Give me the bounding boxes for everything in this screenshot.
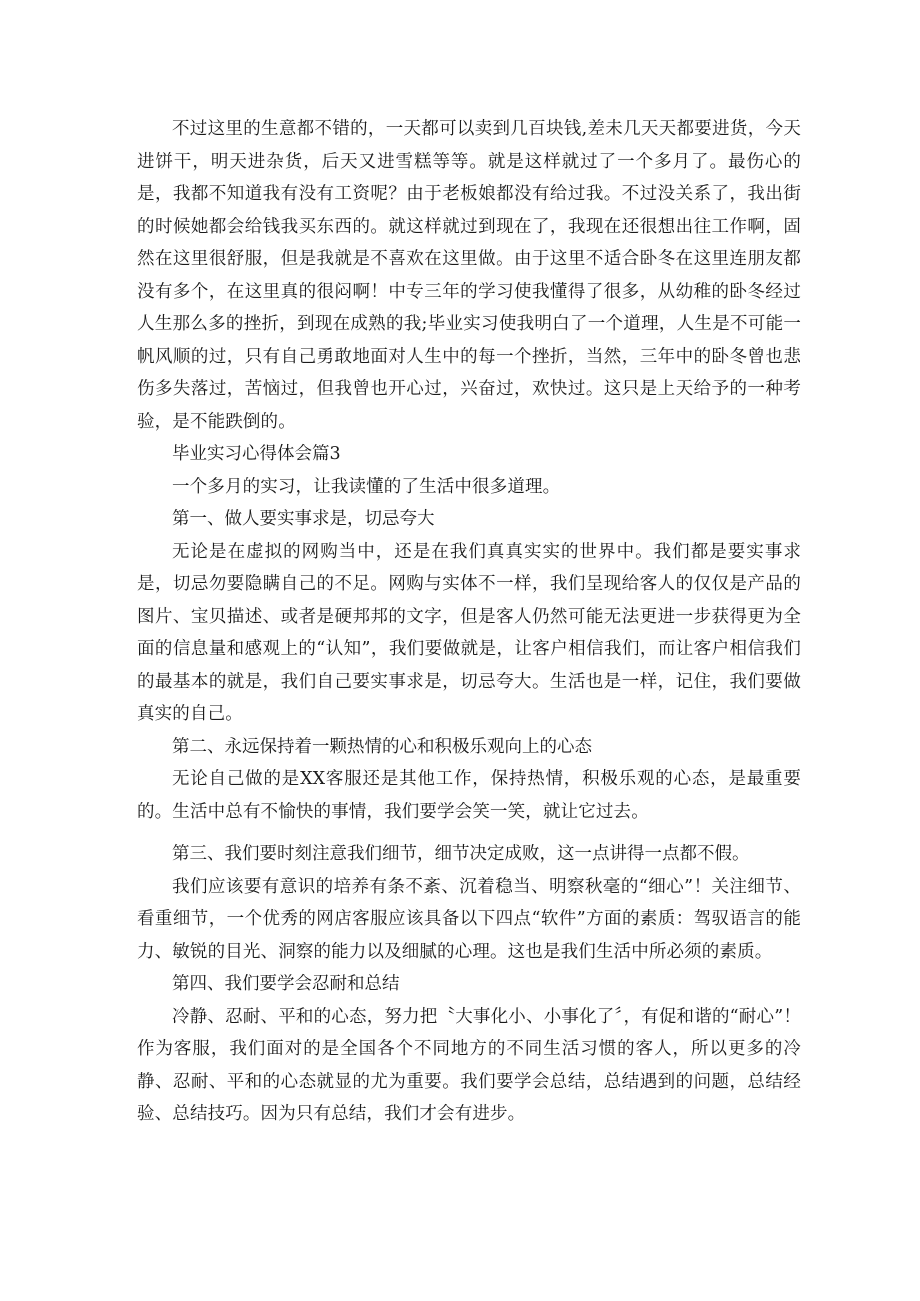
- section-heading: 第一、做人要实事求是，切忌夸大: [172, 509, 435, 529]
- body-paragraph: 不过这里的生意都不错的，一天都可以卖到几百块钱,差未几天天都要进货，今天进饼干，明天进杂货，后天又进雪糕等等。就是这样就过了一个多月了。最伤心的是，我都不知道我有没有工资呢？由于老板娘都没有给过我。不过没关系了，我出街的时候她都会给钱我买东西的。就这样就过到现在了，我现在还很想出往工作啊，固然在这里很舒服，但是我就是不喜欢在这里做。由于这里不适合卧冬在这里连朋友都没有多个，在这里真的很闷啊！中专三年的学习使我懂得了很多，从幼稚的卧冬经过人生那么多的挫折，到现在成熟的我;毕业实习使我明白了一个道理，人生是不可能一帆风顺的过，只有自己勇敢地面对人生中的每一个挫折，当然，三年中的卧冬曾也悲伤多失落过，苦恼过，但我曾也开心过，兴奋过，欢快过。这只是上天给予的一种考验，是不能跌倒的。: [137, 119, 801, 432]
- body-paragraph: 一个多月的实习，让我读懂的了生活中很多道理。: [172, 476, 561, 497]
- section-heading: 毕业实习心得体会篇3: [172, 444, 341, 464]
- section-heading: 第四、我们要学会忍耐和总结: [172, 974, 400, 994]
- body-paragraph: 无论自己做的是XX客服还是其他工作，保持热情，积极乐观的心态，是最重要的。生活中总有不愉快的事情，我们要学会笑一笑，就让它过去。: [137, 769, 801, 822]
- section-heading: 第二、永远保持着一颗热情的心和积极乐观向上的心态: [172, 736, 592, 757]
- body-paragraph: 我们应该要有意识的培养有条不紊、沉着稳当、明察秋毫的“细心”！关注细节、看重细节，一个优秀的网店客服应该具备以下四点“软件”方面的素质：驾驭语言的能力、敏锐的目光、洞察的能力以及细腻的心理。这也是我们生活中所必须的素质。: [137, 876, 801, 962]
- section-heading: 第三、我们要时刻注意我们细节，细节决定成败，这一点讲得一点都不假。: [172, 844, 750, 864]
- body-paragraph: 冷静、忍耐、平和的心态，努力把〝大事化小、小事化了〞，有促和谐的“耐心”！作为客服，我们面对的是全国各个不同地方的不同生活习惯的客人，所以更多的冷静、忍耐、平和的心态就显的尤为重要。我们要学会总结，总结遇到的问题，总结经验、总结技巧。因为只有总结，我们才会有进步。: [137, 1006, 801, 1124]
- body-paragraph: 无论是在虚拟的网购当中，还是在我们真真实实的世界中。我们都是要实事求是，切忌勿要隐瞒自己的不足。网购与实体不一样，我们呈现给客人的仅仅是产品的图片、宝贝描述、或者是硬邦邦的文字，但是客人仍然可能无法更进一步获得更为全面的信息量和感观上的“认知”，我们要做就是，让客户相信我们，而让客户相信我们的最基本的就是，我们自己要实事求是，切忌夸大。生活也是一样，记住，我们要做真实的自己。: [137, 541, 801, 724]
- document-page: [137, 113, 801, 1131]
